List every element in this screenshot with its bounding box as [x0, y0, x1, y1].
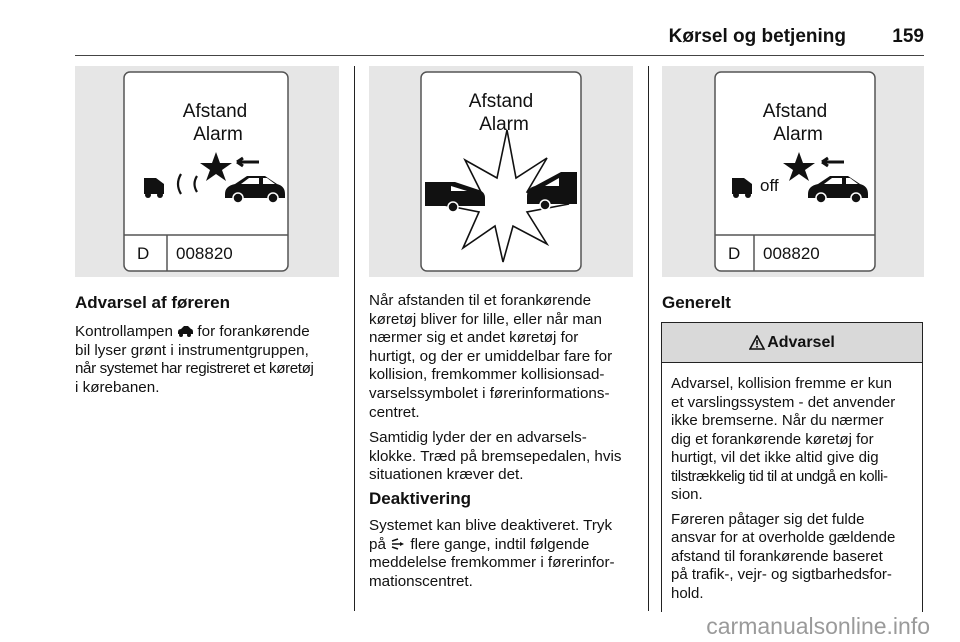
- middle-text: [369, 292, 641, 492]
- column-divider: [354, 66, 355, 611]
- figure-distance-alarm-off-display: [662, 66, 924, 277]
- warning-body: Advarsel, kollision fremme er kun et varslingssystem - det anvender ikke bremserne. Når du nærmer dig et forankørende køretøj for hurtigt, vil det ikke altid give dig tilstrækkelig tid til at undgå en kolli- sion. Føreren påtager sig det fulde ansvar for at overholde gældende afstand til forankørende baseret på trafik-, vejr- og sigtbarhedsfor- hold.: [671, 375, 896, 602]
- warning-triangle-icon: [749, 335, 765, 350]
- figure-code: 008820: [176, 244, 233, 263]
- left-paragraph: Kontrollampen for forankørende bil lyser grønt i instrumentgruppen, når systemet har registreret et køretøj i kørebanen.: [75, 323, 314, 396]
- heading-general: Generelt: [662, 293, 731, 312]
- display-title: Afstand Alarm: [468, 91, 534, 135]
- warning-header: Advarsel: [662, 323, 922, 363]
- figure-letter: D: [728, 244, 741, 263]
- paragraph-deactivation: Systemet kan blive deaktiveret. Tryk på flere gange, indtil følgende meddelelse fremkommer i førerinfor- mationscentret.: [369, 517, 615, 590]
- figure-letter: D: [137, 244, 150, 263]
- display-title: Afstand Alarm: [182, 101, 248, 145]
- page-header: [0, 0, 960, 60]
- off-label: off: [760, 176, 779, 195]
- paragraph-collision: Når afstanden til et forankørende køretøj bliver for lille, eller når man nærmer sig et andet køretøj for hurtigt, og der er umiddelbar fare for kollision, fremkommer kollisionsad- varselssymbolet i førerinformations- centret.: [369, 292, 613, 421]
- heading-driver-warning: Advarsel af føreren: [75, 293, 230, 312]
- warning-box: [661, 322, 923, 612]
- heading-deactivation: Deaktivering: [369, 489, 472, 508]
- section-title: Kørsel og betjening: [668, 26, 846, 47]
- watermark: carmanualsonline.info: [706, 613, 930, 639]
- display-title: Afstand Alarm: [762, 101, 828, 145]
- vehicle-ahead-icon: [177, 325, 193, 337]
- page-number: 159: [892, 26, 924, 47]
- distance-setting-icon: [390, 538, 406, 550]
- header-rule: [75, 55, 924, 56]
- figure-collision-warning-display: [369, 66, 633, 277]
- figure-distance-alarm-display: [75, 66, 339, 277]
- paragraph-chime: Samtidig lyder der en advarsels- klokke. Træd på bremsepedalen, hvis situationen kræver det.: [369, 429, 622, 484]
- figure-code: 008820: [763, 244, 820, 263]
- column-divider: [648, 66, 649, 611]
